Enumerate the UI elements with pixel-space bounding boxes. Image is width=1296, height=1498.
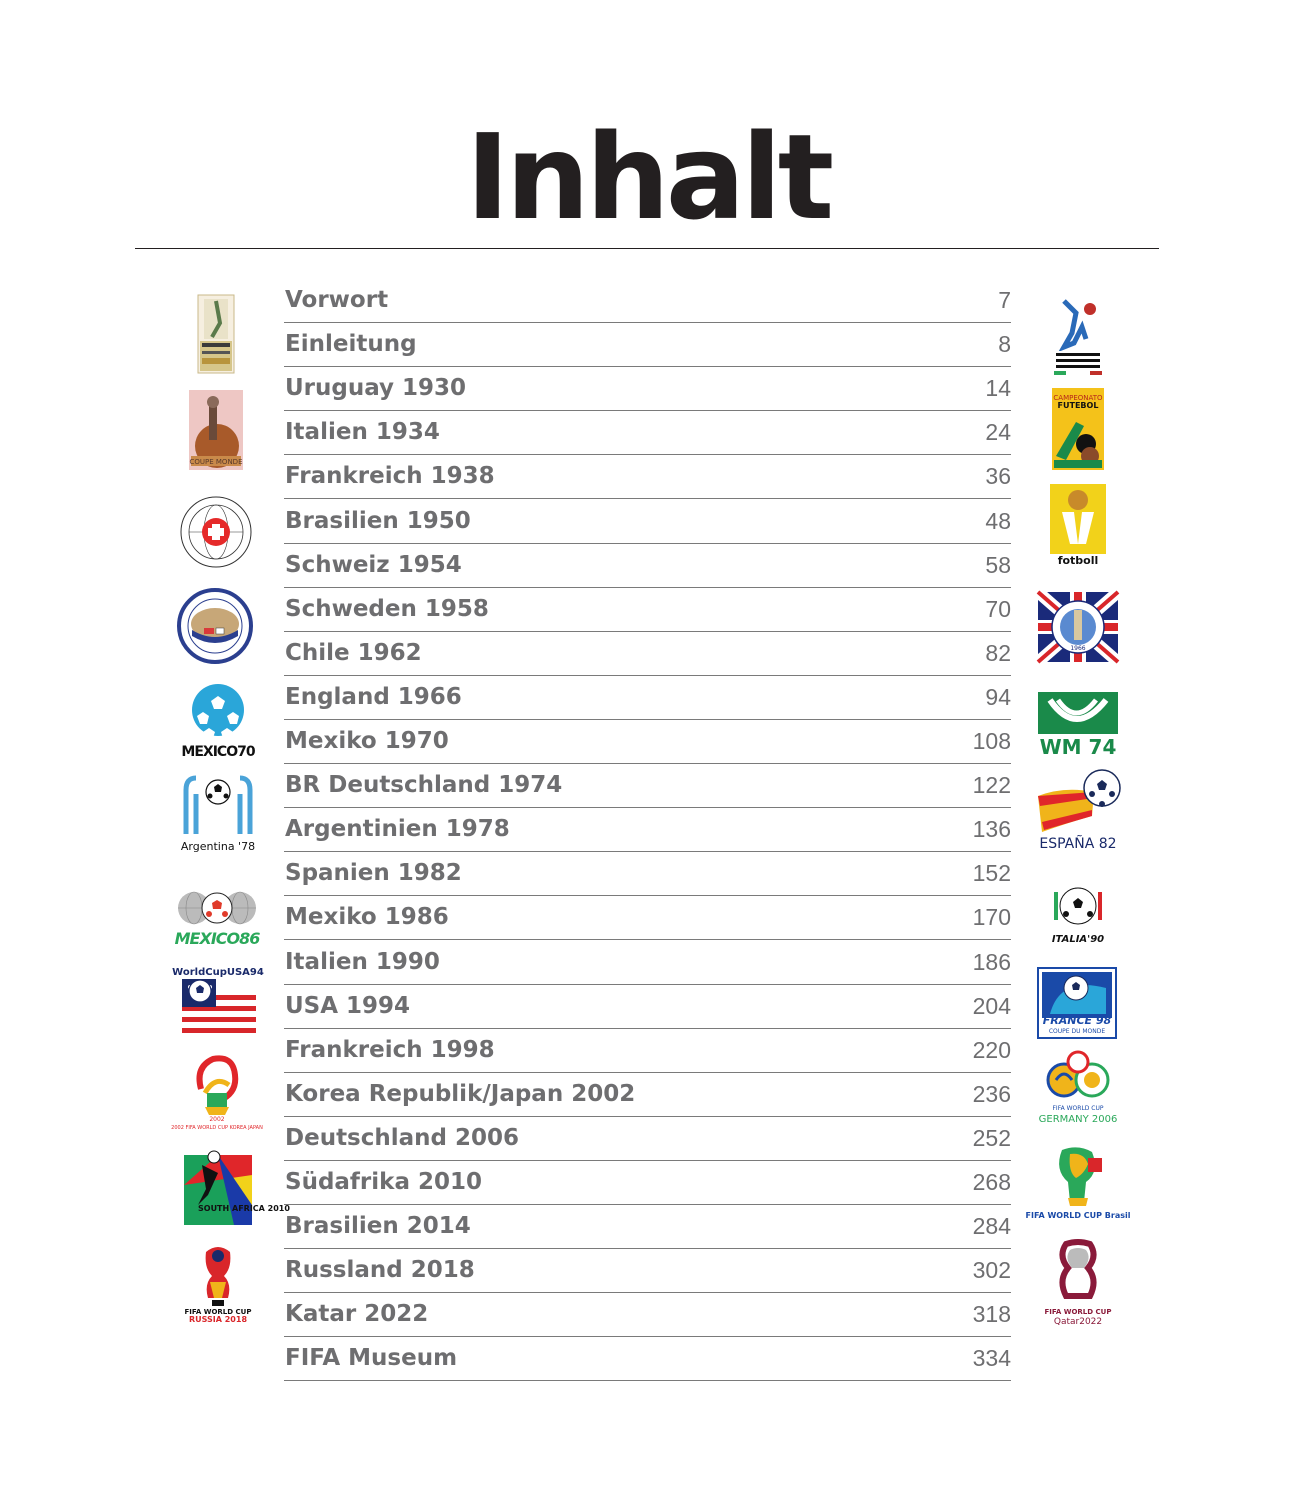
toc-row[interactable] <box>284 632 1011 676</box>
toc-page-number: 236 <box>972 1080 1011 1107</box>
page-title: Inhalt <box>465 108 831 246</box>
toc-page-number: 302 <box>972 1257 1011 1284</box>
switzerland-1954-emblem-icon <box>178 494 254 570</box>
spain-1982-emblem-icon <box>1034 766 1122 852</box>
toc-row[interactable] <box>284 1249 1011 1293</box>
mexico-1970-emblem-icon <box>181 682 255 762</box>
toc-row[interactable] <box>284 588 1011 632</box>
toc-row[interactable] <box>284 1161 1011 1205</box>
svg-text:2002: 2002 <box>209 1116 225 1123</box>
italia90-wordmark: ITALIA'90 <box>1051 934 1105 945</box>
toc-entry-label: Mexiko 1986 <box>285 904 449 931</box>
toc-entry-label: BR Deutschland 1974 <box>285 772 563 799</box>
toc-entry-label: Korea Republik/Japan 2002 <box>285 1080 636 1107</box>
toc-page-number: 220 <box>972 1036 1011 1063</box>
england-1966-emblem-icon <box>1036 590 1120 664</box>
mexico86-wordmark: MEXICO86 <box>174 929 260 948</box>
toc-row[interactable] <box>284 499 1011 543</box>
italy-1934-poster-icon <box>1050 293 1106 379</box>
toc-page-number: 7 <box>998 287 1011 314</box>
brasil14-wordmark: FIFA WORLD CUP Brasil <box>1025 1211 1131 1220</box>
germany06-wordmark: GERMANY 2006 <box>1038 1114 1118 1125</box>
toc-row[interactable] <box>284 808 1011 852</box>
toc-page-number: 318 <box>972 1301 1011 1328</box>
toc-row[interactable] <box>284 720 1011 764</box>
toc-page-number: 152 <box>972 860 1011 887</box>
toc-row[interactable] <box>284 455 1011 499</box>
toc-row[interactable] <box>284 279 1011 323</box>
svg-text:1966: 1966 <box>1070 645 1086 652</box>
qatar22-wordmark: Qatar2022 <box>1053 1317 1103 1327</box>
france98-subtitle: COUPE DU MONDE <box>1048 1028 1106 1035</box>
south-africa-2010-emblem-icon <box>178 1145 290 1233</box>
toc-page-number: 82 <box>985 639 1011 666</box>
france-1938-poster-icon <box>187 388 245 472</box>
brazil-2014-emblem-icon <box>1025 1142 1131 1232</box>
usa94-wordmark: WorldCupUSA94 <box>172 967 264 978</box>
toc-page-number: 36 <box>985 463 1011 490</box>
svg-text:FIFA WORLD CUP: FIFA WORLD CUP <box>184 1308 252 1316</box>
toc-entry-label: Mexiko 1970 <box>285 728 449 755</box>
toc-page-number: 48 <box>985 507 1011 534</box>
toc-entry-label: Russland 2018 <box>285 1257 475 1284</box>
toc-row[interactable] <box>284 1205 1011 1249</box>
russia18-wordmark: RUSSIA 2018 <box>188 1315 248 1324</box>
toc-entry-label: Brasilien 1950 <box>285 507 471 534</box>
toc-entry-label: Einleitung <box>285 331 417 358</box>
toc-entry-label: Deutschland 2006 <box>285 1124 520 1151</box>
toc-page-number: 268 <box>972 1168 1011 1195</box>
toc-row[interactable] <box>284 1293 1011 1337</box>
wm74-wordmark: WM 74 <box>1039 735 1117 759</box>
toc-page-number: 8 <box>998 331 1011 358</box>
toc-row[interactable] <box>284 852 1011 896</box>
toc-entry-label: Südafrika 2010 <box>285 1168 482 1195</box>
toc-entry-label: England 1966 <box>285 683 462 710</box>
toc-entry-label: Italien 1934 <box>285 419 440 446</box>
sweden58-wordmark: fotboll <box>1057 554 1099 567</box>
toc-row[interactable] <box>284 1337 1011 1381</box>
toc-page-number: 252 <box>972 1124 1011 1151</box>
toc-page-number: 24 <box>985 419 1011 446</box>
germany-1974-emblem-icon <box>1036 690 1120 758</box>
toc-page-number: 94 <box>985 683 1011 710</box>
uruguay-1930-poster-icon <box>186 293 244 377</box>
toc-page-number: 58 <box>985 551 1011 578</box>
germany-2006-emblem-icon <box>1040 1048 1116 1136</box>
toc-entry-label: Italien 1990 <box>285 948 440 975</box>
toc-entry-label: Uruguay 1930 <box>285 375 467 402</box>
russia-2018-emblem-icon <box>178 1242 258 1326</box>
korea-japan-2002-emblem-icon <box>171 1053 263 1139</box>
mexico-1986-emblem-icon <box>176 888 258 950</box>
france98-wordmark: FRANCE 98 <box>1042 1014 1112 1027</box>
qatar-2022-emblem-icon <box>1040 1240 1116 1328</box>
argentina-1978-emblem-icon <box>178 772 258 854</box>
toc-row[interactable] <box>284 411 1011 455</box>
toc-row[interactable] <box>284 676 1011 720</box>
brasil50-wordmark: FUTEBOL <box>1057 401 1099 410</box>
usa-1994-emblem-icon <box>172 965 264 1041</box>
toc-entry-label: Argentinien 1978 <box>285 816 510 843</box>
toc-row[interactable] <box>284 544 1011 588</box>
brasil-1950-poster-icon <box>1050 386 1106 472</box>
toc-row[interactable] <box>284 1029 1011 1073</box>
espana82-wordmark: ESPAÑA 82 <box>1039 836 1117 852</box>
toc-page-number: 136 <box>972 816 1011 843</box>
chile-1962-emblem-icon <box>174 586 256 666</box>
toc-page-number: 204 <box>972 992 1011 1019</box>
south-africa10-wordmark: SOUTH AFRICA 2010 <box>198 1204 290 1213</box>
toc-page-number: 334 <box>972 1345 1011 1372</box>
toc-row[interactable] <box>284 1117 1011 1161</box>
toc-page-number: 108 <box>972 728 1011 755</box>
toc-entry-label: Frankreich 1998 <box>285 1036 495 1063</box>
toc-entry-label: Schweden 1958 <box>285 595 489 622</box>
table-of-contents <box>284 279 1011 1381</box>
toc-row[interactable] <box>284 764 1011 808</box>
sweden-1958-poster-icon <box>1048 482 1108 568</box>
toc-entry-label: Vorwort <box>285 287 389 314</box>
toc-entry-label: Chile 1962 <box>285 639 422 666</box>
toc-row[interactable] <box>284 940 1011 984</box>
toc-row[interactable] <box>284 367 1011 411</box>
toc-page-number: 186 <box>972 948 1011 975</box>
mexico70-wordmark: MEXICO70 <box>181 744 255 760</box>
france-1998-emblem-icon <box>1036 966 1118 1040</box>
argentina78-wordmark: Argentina '78 <box>180 840 256 853</box>
toc-page-number: 170 <box>972 904 1011 931</box>
toc-entry-label: Katar 2022 <box>285 1301 429 1328</box>
toc-row[interactable] <box>284 896 1011 940</box>
toc-entry-label: Spanien 1982 <box>285 860 462 887</box>
toc-page-number: 70 <box>985 595 1011 622</box>
toc-row[interactable] <box>284 985 1011 1029</box>
toc-page-number: 122 <box>972 772 1011 799</box>
toc-row[interactable] <box>284 1073 1011 1117</box>
title-rule <box>135 248 1159 249</box>
toc-entry-label: Schweiz 1954 <box>285 551 462 578</box>
toc-entry-label: Frankreich 1938 <box>285 463 495 490</box>
svg-text:FIFA WORLD CUP: FIFA WORLD CUP <box>1044 1308 1112 1316</box>
toc-entry-label: USA 1994 <box>285 992 411 1019</box>
svg-text:CAMPEONATO: CAMPEONATO <box>1053 394 1103 402</box>
toc-entry-label: FIFA Museum <box>285 1345 458 1372</box>
svg-text:COUPE MONDE: COUPE MONDE <box>189 458 243 466</box>
korea-japan02-wordmark: 2002 FIFA WORLD CUP KOREA JAPAN <box>171 1125 263 1131</box>
toc-row[interactable] <box>284 323 1011 367</box>
toc-entry-label: Brasilien 2014 <box>285 1213 471 1240</box>
italy-1990-emblem-icon <box>1036 882 1120 946</box>
toc-page-number: 14 <box>985 375 1011 402</box>
svg-text:FIFA WORLD CUP: FIFA WORLD CUP <box>1052 1105 1104 1112</box>
toc-page-number: 284 <box>972 1213 1011 1240</box>
